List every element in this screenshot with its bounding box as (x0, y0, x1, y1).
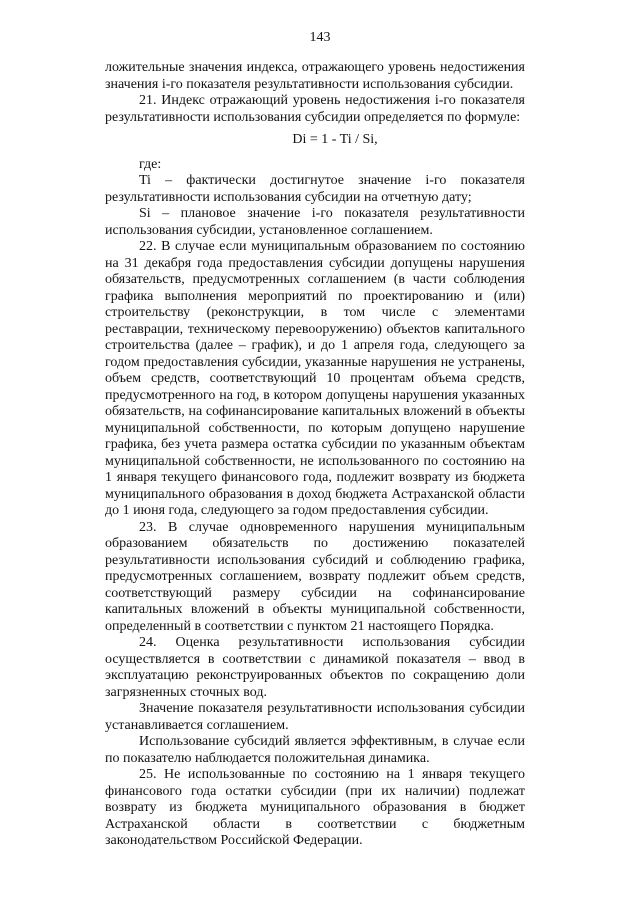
paragraph-indicator-value: Значение показателя результативности использования субсидии устанавливается соглашением. (105, 701, 525, 733)
formula-where-label: где: (139, 156, 162, 172)
paragraph-22: 22. В случае если муниципальным образованием по состоянию на 31 декабря года предоставления субсидии допущены нарушения обязательств, предусмотренных соглашением (в части соблюдения графика выполнения мероприятий по проектированию и (или) строительству (реконструкции, в том числе с элементами реставрации, техническому перевооружению) объектов капитального строительства (далее – график), и до 1 апреля года, следующего за годом предоставления субсидии, указанные нарушения не устранены, объем средств, соответствующий 10 процентам объема средств, предусмотренного на год, в котором допущены нарушения указанных обязательств, на софинансирование капитальных вложений в объекты муниципальной собственности, по которым допущено нарушение графика, без учета размера остатка субсидии по указанным объектам муниципальной собственности, не использованного по состоянию на 1 января текущего финансового года, подлежит возврату из бюджета муниципального образования в доход бюджета Астраханской области до 1 июня года, следующего за годом предоставления субсидии. (105, 239, 525, 518)
paragraph-24: 24. Оценка результативности использования субсидии осуществляется в соответствии с динамикой показателя – ввод в эксплуатацию реконструированных объектов по сокращению доли загрязненных сточных вод. (105, 635, 525, 700)
formula: Di = 1 - Ti / Si, (292, 132, 378, 147)
paragraph-21: 21. Индекс отражающий уровень недостижения i-го показателя результативности использования субсидии определяется по формуле: (105, 93, 525, 125)
document-body (105, 60, 525, 850)
paragraph-effectiveness: Использование субсидий является эффективным, в случае если по показателю наблюдается положительная динамика. (105, 734, 525, 766)
paragraph-intro: ложительные значения индекса, отражающего уровень недостижения значения i-го показателя результативности использования субсидии. (105, 60, 525, 92)
page-number: 143 (309, 30, 331, 45)
definition-si: Si – плановое значение i-го показателя результативности использования субсидии, установленное соглашением. (105, 206, 525, 238)
paragraph-23: 23. В случае одновременного нарушения муниципальным образованием обязательств по достижению показателей результативности использования субсидий и соблюдению графика, предусмотренных соглашением, возврату подлежит объем средств, соответствующий размеру субсидии на софинансирование капитальных вложений в объекты муниципальной собственности, определенный в соответствии с пунктом 21 настоящего Порядка. (105, 519, 525, 634)
paragraph-25: 25. Не использованные по состоянию на 1 января текущего финансового года остатки субсидии (при их наличии) подлежат возврату из бюджета муниципального образования в бюджет Астраханской области в соответствии с бюджетным законодательством Российской Федерации. (105, 767, 525, 848)
definition-ti: Ti – фактически достигнутое значение i-го показателя результативности использования субсидии на отчетную дату; (105, 173, 525, 205)
